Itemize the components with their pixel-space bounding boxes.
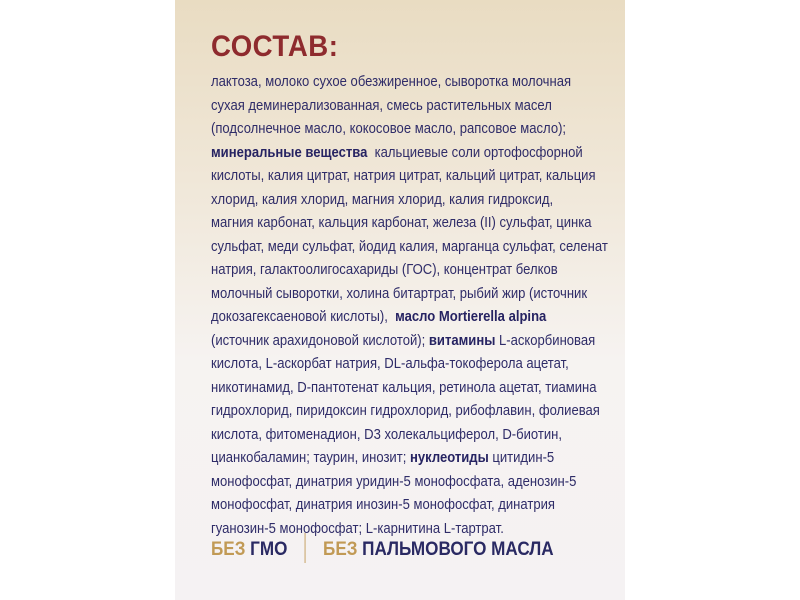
page-title: СОСТАВ: — [211, 30, 339, 63]
ingredients-line: магния карбонат, кальция карбонат, железа (II) сульфат, цинка — [211, 214, 592, 231]
ingredients-line: сульфат, меди сульфат, йодид калия, марганца сульфат, селенат — [211, 237, 608, 255]
mortierella-heading: масло Mortierella alpina — [395, 308, 547, 325]
ingredients-line: монофосфат, динатрия уридин-5 монофосфата, аденозин-5 — [211, 472, 577, 490]
ingredients-line: монофосфат, динатрия инозин-5 монофосфат, динатрия — [211, 496, 555, 513]
ingredients-line: цианкобаламин; таурин, инозит; нуклеотиды цитидин-5 — [211, 449, 555, 466]
ingredients-line: хлорид, калия хлорид, магния хлорид, калия гидроксид, — [211, 190, 554, 208]
no-gmo-prefix: БЕЗ — [211, 539, 246, 561]
claims-footer — [211, 535, 554, 563]
ingredients-line: натрия, галактоолигосахариды (ГОС), концентрат белков — [211, 261, 558, 278]
ingredients-line: докозагексаеновой кислоты), масло Mortierella alpina — [211, 308, 547, 325]
ingredients-line: минеральные вещества кальциевые соли ортофосфорной — [211, 143, 583, 161]
no-palm-oil-label: ПАЛЬМОВОГО МАСЛА — [362, 539, 554, 561]
ingredients-line: никотинамид, D-пантотенат кальция, ретинола ацетат, тиамина — [211, 378, 597, 396]
ingredients-line: (подсолнечное масло, кокосовое масло, рапсовое масло); — [211, 120, 567, 137]
no-gmo-label: ГМО — [250, 539, 288, 561]
ingredients-line: сухая деминерализованная, смесь растительных масел — [211, 96, 552, 114]
nucleotides-heading: нуклеотиды — [409, 449, 489, 466]
ingredients-line: лактоза, молоко сухое обезжиренное, сыворотка молочная — [211, 73, 572, 90]
ingredients-line: гидрохлорид, пиридоксин гидрохлорид, рибофлавин, фолиевая — [211, 402, 600, 419]
minerals-heading: минеральные вещества — [211, 143, 368, 161]
ingredients-text — [211, 70, 608, 540]
ingredients-line: кислоты, калия цитрат, натрия цитрат, кальций цитрат, кальция — [211, 167, 596, 184]
footer-divider — [305, 533, 306, 563]
ingredients-line: молочный сыворотки, холина битартрат, рыбий жир (источник — [211, 284, 588, 302]
ingredients-line: (источник арахидоновой кислотой); витамины L-аскорбиновая — [211, 331, 596, 349]
ingredients-panel — [175, 0, 625, 600]
vitamins-heading: витамины — [428, 331, 496, 349]
ingredients-line: гуанозин-5 монофосфат; L-карнитина L-тартрат. — [211, 519, 504, 537]
ingredients-line: кислота, L-аскорбат натрия, DL-альфа-токоферола ацетат, — [211, 355, 569, 372]
ingredients-line: кислота, фитоменадион, D3 холекальциферол, D-биотин, — [211, 425, 562, 443]
no-palm-oil-prefix: БЕЗ — [323, 539, 358, 561]
